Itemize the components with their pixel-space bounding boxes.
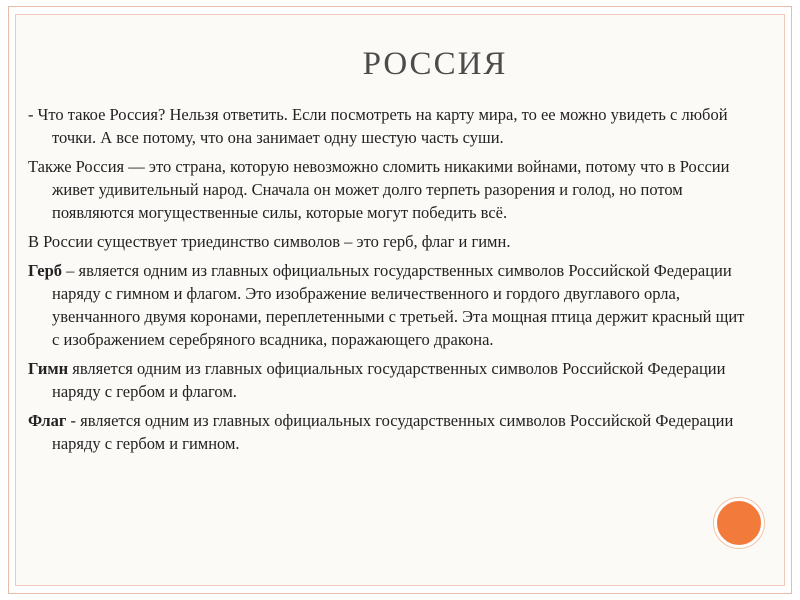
paragraph-text: - Что такое Россия? Нельзя ответить. Если посмотреть на карту мира, то ее можно увидеть с любой точки. А все потому, что она занимает одну шестую часть суши. — [28, 105, 728, 147]
paragraph-symbols — [28, 230, 750, 253]
slide-title: РОССИЯ — [362, 46, 508, 82]
paragraph-text: – является одним из главных официальных государственных символов Российской Федерации наряду с гимном и флагом. Это изображение величественного и гордого двуглавого орла, увенчанного двумя коронами, переплетенными с третьей. Эта мощная птица держит красный щит с изображением серебряного всадника, поражающего дракона. — [52, 261, 745, 349]
paragraph-text: Также Россия — это страна, которую невозможно сломить никакими войнами, потому что в России живет удивительный народ. Сначала он может долго терпеть разорения и голод, но потом появляются могущественные силы, которые могут победить всё. — [28, 157, 730, 222]
paragraph-flag — [28, 409, 750, 455]
decorative-circle-icon — [714, 498, 764, 548]
paragraph-lead: Флаг — [28, 411, 67, 430]
paragraph-lead: Герб — [28, 261, 62, 280]
paragraph-intro — [28, 103, 750, 149]
paragraph-text: - является одним из главных официальных государственных символов Российской Федерации наряду с гербом и гимном. — [52, 411, 734, 453]
paragraph-text: В России существует триединство символов – это герб, флаг и гимн. — [28, 232, 511, 251]
paragraph-text: является одним из главных официальных государственных символов Российской Федерации наряду с гербом и флагом. — [52, 359, 726, 401]
slide-body — [28, 103, 750, 461]
paragraph-anthem — [28, 357, 750, 403]
paragraph-lead: Гимн — [28, 359, 69, 378]
paragraph-coat-of-arms — [28, 259, 750, 351]
paragraph-people — [28, 155, 750, 224]
